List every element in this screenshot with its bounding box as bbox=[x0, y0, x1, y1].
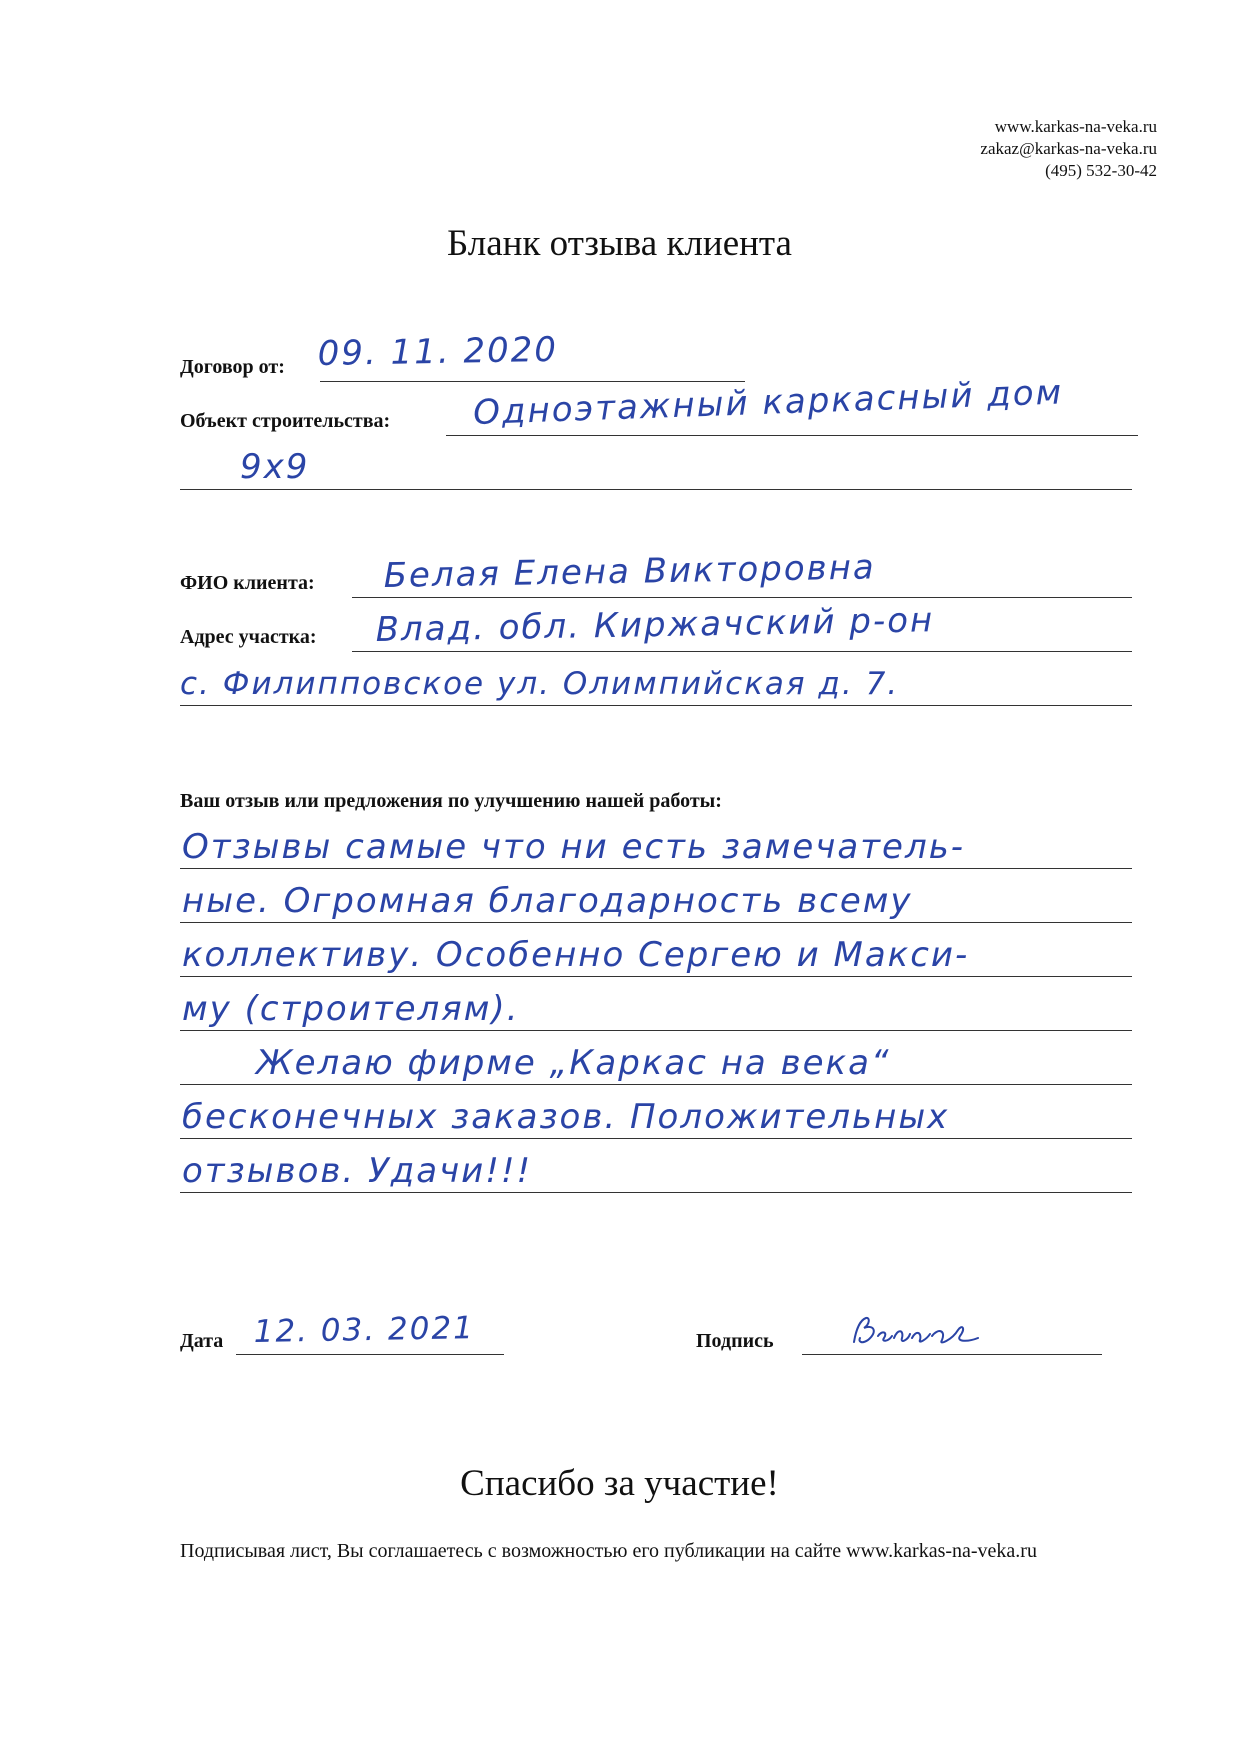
feedback-line-2 bbox=[180, 922, 1132, 923]
consent-text: Подписывая лист, Вы соглашаетесь с возможностью его публикации на сайте www.karkas-na-veka.ru bbox=[180, 1540, 1037, 1562]
form-title: Бланк отзыва клиента bbox=[447, 223, 792, 264]
feedback-line-text-3[interactable]: коллективу. Особенно Сергею и Макси- bbox=[182, 935, 970, 975]
client-line bbox=[352, 597, 1132, 598]
address-line-2 bbox=[180, 705, 1132, 706]
signature-label: Подпись bbox=[696, 1330, 774, 1352]
contract-value[interactable]: 09. 11. 2020 bbox=[317, 329, 559, 374]
contact-block bbox=[980, 116, 1157, 182]
address-line-1 bbox=[352, 651, 1132, 652]
contract-label: Договор от: bbox=[180, 356, 285, 378]
contract-line bbox=[320, 381, 745, 382]
feedback-line-7 bbox=[180, 1192, 1132, 1193]
address-value-line2[interactable]: с. Филипповское ул. Олимпийская д. 7. bbox=[180, 666, 900, 702]
feedback-line-text-4[interactable]: му (строителям). bbox=[182, 989, 520, 1029]
website-link[interactable]: www.karkas-na-veka.ru bbox=[994, 117, 1157, 136]
signature-mark[interactable] bbox=[848, 1312, 988, 1361]
client-value[interactable]: Белая Елена Викторовна bbox=[383, 547, 877, 596]
address-label: Адрес участка: bbox=[180, 626, 317, 648]
thanks-message: Спасибо за участие! bbox=[460, 1463, 779, 1504]
object-value-line1[interactable]: Одноэтажный каркасный дом bbox=[472, 372, 1064, 433]
feedback-line-text-1[interactable]: Отзывы самые что ни есть замечатель- bbox=[182, 827, 965, 867]
date-value[interactable]: 12. 03. 2021 bbox=[253, 1310, 476, 1350]
object-label: Объект строительства: bbox=[180, 410, 391, 432]
feedback-line-text-7[interactable]: отзывов. Удачи!!! bbox=[182, 1151, 533, 1191]
client-label: ФИО клиента: bbox=[180, 572, 315, 594]
feedback-line-3 bbox=[180, 976, 1132, 977]
feedback-line-text-5[interactable]: Желаю фирме „Каркас на века“ bbox=[256, 1043, 891, 1083]
address-value-line1[interactable]: Влад. обл. Киржачский р-он bbox=[375, 600, 935, 650]
feedback-line-5 bbox=[180, 1084, 1132, 1085]
email-link[interactable]: zakaz@karkas-na-veka.ru bbox=[980, 139, 1157, 158]
phone-number: (495) 532-30-42 bbox=[1045, 161, 1157, 180]
feedback-line-4 bbox=[180, 1030, 1132, 1031]
object-line-1 bbox=[446, 435, 1138, 436]
handwritten-signature-icon bbox=[848, 1312, 988, 1356]
feedback-line-1 bbox=[180, 868, 1132, 869]
feedback-line-text-6[interactable]: бесконечных заказов. Положительных bbox=[182, 1097, 950, 1137]
feedback-line-text-2[interactable]: ные. Огромная благодарность всему bbox=[182, 881, 913, 921]
feedback-label: Ваш отзыв или предложения по улучшению нашей работы: bbox=[180, 790, 722, 812]
feedback-line-6 bbox=[180, 1138, 1132, 1139]
date-label: Дата bbox=[180, 1330, 224, 1352]
date-line bbox=[236, 1354, 504, 1355]
object-line-2 bbox=[180, 489, 1132, 490]
object-value-line2[interactable]: 9х9 bbox=[240, 447, 310, 487]
